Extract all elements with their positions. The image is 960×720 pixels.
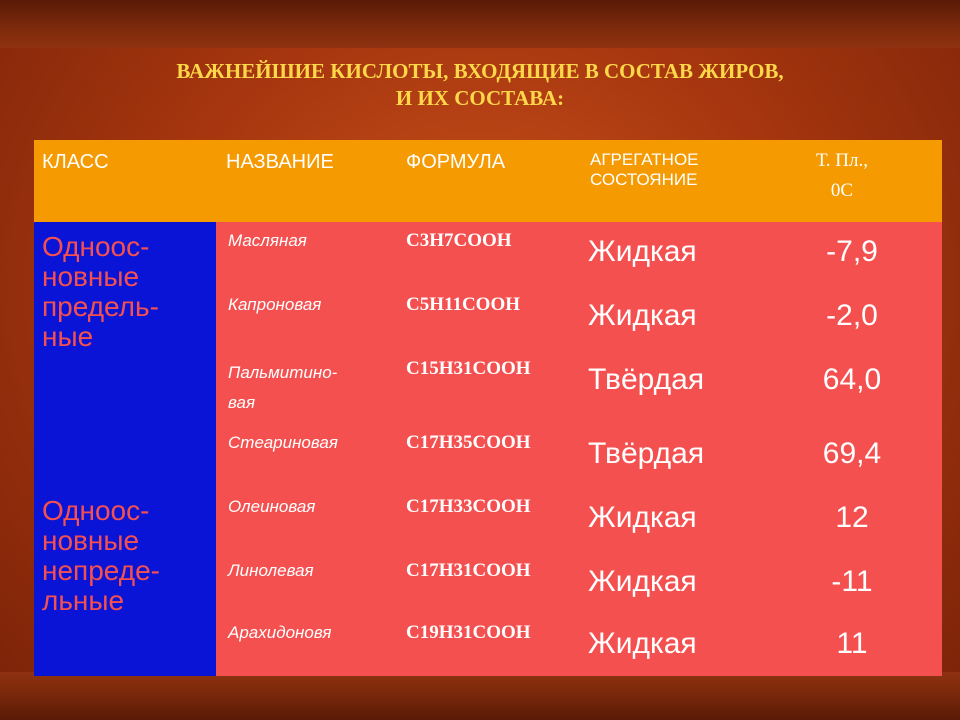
class-saturated-line: новные: [42, 261, 140, 292]
table-row: [216, 288, 942, 354]
table-header: [34, 140, 942, 222]
class-unsaturated-line: льные: [42, 585, 125, 616]
table-row: [216, 352, 942, 418]
acid-formula: C15H31COOH: [406, 358, 531, 379]
top-decor-band: [0, 0, 960, 48]
class-saturated-line: ные: [42, 321, 94, 352]
class-unsaturated: [42, 496, 160, 616]
acid-state: Твёрдая: [588, 437, 705, 470]
header-state-line-2: СОСТОЯНИЕ: [590, 170, 698, 189]
acid-melting-point: -2,0: [826, 299, 878, 332]
acid-name: Арахидоновя: [228, 623, 332, 642]
acid-state: Твёрдая: [588, 363, 705, 396]
table-row: [216, 616, 942, 682]
acid-melting-point: -11: [831, 565, 873, 598]
acid-melting-point: -7,9: [826, 235, 878, 268]
acid-formula: C3H7COOH: [406, 230, 512, 251]
class-saturated-line: предель-: [42, 291, 159, 322]
table-row: [216, 426, 942, 492]
acid-state: Жидкая: [588, 565, 697, 598]
header-formula: ФОРМУЛА: [406, 151, 506, 173]
acid-name: Масляная: [228, 231, 307, 250]
header-name: НАЗВАНИЕ: [226, 151, 334, 173]
acid-melting-point: 12: [835, 501, 869, 534]
acid-name: Капроновая: [228, 295, 322, 314]
acid-name-line-2: вая: [228, 393, 256, 412]
class-saturated: [42, 232, 159, 352]
acid-name: Стеариновая: [228, 433, 338, 452]
slide-title: [0, 58, 960, 112]
acid-name: Олеиновая: [228, 497, 316, 516]
class-saturated-line: Одноос-: [42, 231, 150, 262]
acid-formula: C17H31COOH: [406, 560, 531, 581]
acid-formula: C17H33COOH: [406, 496, 531, 517]
acid-name-line-1: Пальмитино-: [228, 363, 338, 382]
class-unsaturated-line: Одноос-: [42, 495, 150, 526]
acid-state: Жидкая: [588, 627, 697, 660]
acids-table: [34, 140, 942, 676]
header-class: КЛАСС: [42, 151, 109, 173]
acid-name: Линолевая: [228, 561, 314, 580]
header-temp-line-1: Т. Пл.,: [816, 150, 868, 171]
acid-state: Жидкая: [588, 501, 697, 534]
acid-state: Жидкая: [588, 299, 697, 332]
header-state: [590, 150, 699, 190]
acid-melting-point: 64,0: [822, 363, 882, 396]
table-row: [216, 490, 942, 556]
class-unsaturated-line: новные: [42, 525, 140, 556]
title-line-1: ВАЖНЕЙШИЕ КИСЛОТЫ, ВХОДЯЩИЕ В СОСТАВ ЖИРОВ,: [176, 59, 784, 83]
header-state-line-1: АГРЕГАТНОЕ: [590, 150, 699, 169]
acid-formula: C5H11COOH: [406, 294, 521, 315]
acid-melting-point: 11: [836, 627, 868, 660]
acid-formula: C17H35COOH: [406, 432, 531, 453]
header-temp: [792, 146, 892, 206]
title-line-2: И ИХ СОСТАВА:: [395, 86, 565, 110]
acid-melting-point: 69,4: [822, 437, 882, 470]
class-unsaturated-line: непреде-: [42, 555, 160, 586]
acid-formula: C19H31COOH: [406, 622, 531, 643]
acid-state: Жидкая: [588, 235, 697, 268]
table-row: [216, 554, 942, 620]
acid-name: [228, 358, 337, 418]
header-temp-line-2: 0С: [830, 180, 854, 201]
table-row: [216, 224, 942, 290]
